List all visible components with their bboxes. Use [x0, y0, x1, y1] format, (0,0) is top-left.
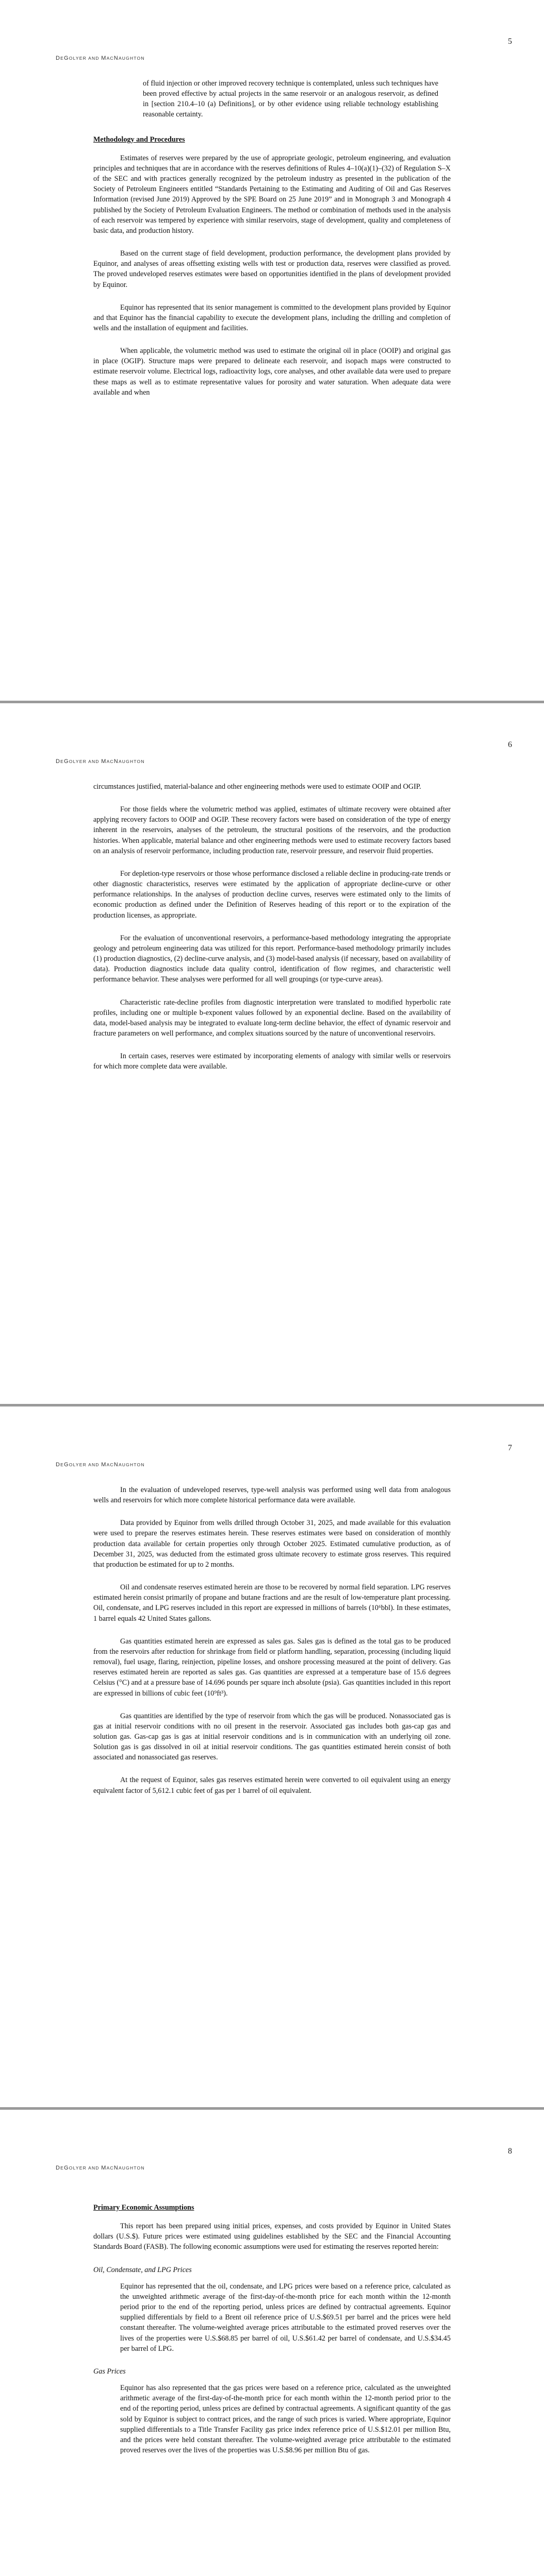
paragraph: Equinor has represented that the oil, condensate, and LPG prices were based on a reference price, calculated as the unweighted arithmetic average of the first-day-of-the-month price for each month within the 12-month period prior to the end of the reporting period, unless prices are defined by contractual agreements. Equinor supplied differentials by field to a Brent oil reference price of U.S.$69.51 per barrel and the prices were held constant thereafter. The volume-weighted average prices attributable to the estimated proved reserves over the lives of the properties were U.S.$68.85 per barrel of oil, U.S.$61.42 per barrel of condensate, and U.S.$34.45 per barrel of LPG. — [120, 2282, 451, 2353]
paragraph: Equinor has represented that its senior management is committed to the development plans provided by Equinor and that Equinor has the financial capability to execute the development plans, including the drilling and completion of wells and the installation of equipment and facilities. — [93, 303, 451, 332]
page-number: 8 — [508, 2147, 512, 2156]
paragraph: circumstances justified, material-balance and other engineering methods were used to estimate OOIP and OGIP. — [93, 783, 421, 791]
page-number: 6 — [508, 740, 512, 749]
paragraph: Equinor has also represented that the gas prices were based on a reference price, calculated as the unweighted arithmetic average of the first-day-of-the-month price for each month within the 12-month period prior to the end of the reporting period, unless prices are defined by contractual agreements. A significant quantity of the gas sold by Equinor is subject to contract prices, and the range of such prices is varied. Where appropriate, Equinor supplied differentials to a Title Transfer Facility gas price index reference price of U.S.$12.01 per million Btu, and the prices were held constant thereafter. The volume-weighted average price attributable to the estimated proved reserves over the lives of the properties was U.S.$8.96 per million Btu of gas. — [120, 2384, 451, 2454]
document-page — [0, 1406, 544, 2107]
paragraph: Gas quantities estimated herein are expressed as sales gas. Sales gas is defined as the total gas to be produced from the reservoirs after reduction for shrinkage from field or platform handling, separation, processing (including liquid removal), fuel usage, flaring, reinjection, pipeline losses, and onshore processing measured at the point of delivery. Gas reserves estimated herein are reported as sales gas. Gas quantities are expressed at a temperature base of 15.6 degrees Celsius (°C) and at a pressure base of 14.696 pounds per square inch absolute (psia). Gas quantities included in this report are expressed in billions of cubic feet (10⁹ft³). — [93, 1637, 451, 1698]
page-body — [93, 782, 451, 1084]
paragraph: Characteristic rate-decline profiles from diagnostic interpretation were translated to modified hyperbolic rate profiles, including one or multiple b-exponent values followed by an exponential decline. Based on the availability of data, model-based analysis may be integrated to evaluate long-term decline behavior, the effect of dynamic reservoir and fracture parameters on well performance, and complex situations sourced by the nature of unconventional reservoirs. — [93, 998, 451, 1038]
firm-header: DEGOLYER AND MACNAUGHTON — [56, 758, 145, 765]
page-number: 5 — [508, 37, 512, 46]
document-page — [0, 2110, 544, 2576]
paragraph: This report has been prepared using initial prices, expenses, and costs provided by Equinor in United States dollars (U.S.$). Future prices were estimated using guidelines established by the SEC and the Financial Accounting Standards Board (FASB). The following economic assumptions were used for estimating the reserves reported herein: — [93, 2222, 451, 2251]
firm-header: DEGOLYER AND MACNAUGHTON — [56, 1462, 145, 1468]
document-page — [0, 0, 544, 701]
document-page — [0, 703, 544, 1404]
paragraph: Estimates of reserves were prepared by the use of appropriate geologic, petroleum engineering, and evaluation principles and techniques that are in accordance with the reserves definitions of Rules 4–10(a)(1)–(32) of Regulation S–X of the SEC and with practices generally recognized by the petroleum industry as presented in the publication of the Society of Petroleum Engineers entitled “Standards Pertaining to the Estimating and Auditing of Oil and Gas Reserves Information (revised June 2019) Approved by the SPE Board on 25 June 2019” and in Monograph 3 and Monograph 4 published by the Society of Petroleum Evaluation Engineers. The method or combination of methods used in the analysis of each reservoir was tempered by experience with similar reservoirs, stage of development, quality and completeness of basic data, and production history. — [93, 154, 451, 235]
paragraph: In certain cases, reserves were estimated by incorporating elements of analogy with similar wells or reservoirs for which more complete data were available. — [93, 1052, 451, 1071]
subsection-heading: Oil, Condensate, and LPG Prices — [93, 2265, 192, 2274]
paragraph: At the request of Equinor, sales gas reserves estimated herein were converted to oil equivalent using an energy equivalent factor of 5,612.1 cubic feet of gas per 1 barrel of oil equivalent. — [93, 1776, 451, 1795]
subsection-heading: Gas Prices — [93, 2367, 126, 2376]
paragraph: When applicable, the volumetric method was used to estimate the original oil in place (OOIP) and original gas in place (OGIP). Structure maps were prepared to delineate each reservoir, and isopach maps were constructed to estimate reservoir volume. Electrical logs, radioactivity logs, core analyses, and other available data were used to prepare these maps as well as to estimate representative values for porosity and water saturation. When adequate data were available and when — [93, 347, 451, 397]
definition-quote: of fluid injection or other improved recovery technique is contemplated, unless such techniques have been proved effective by actual projects in the same reservoir or an analogous reservoir, as defined in [section 210.4–10 (a) Definitions], or by other evidence using reliable technology establishing reasonable certainty. — [143, 79, 438, 119]
page-number: 7 — [508, 1444, 512, 1452]
paragraph: In the evaluation of undeveloped reserves, type-well analysis was performed using well data from analogous wells and reservoirs for which more complete historical performance data were available. — [93, 1486, 451, 1505]
section-heading: Primary Economic Assumptions — [93, 2204, 194, 2212]
page-body — [93, 1485, 451, 1808]
paragraph: For the evaluation of unconventional reservoirs, a performance-based methodology integrating the appropriate geology and petroleum engineering data was utilized for this report. Performance-based methodology primarily includes (1) production diagnostics, (2) decline-curve analysis, and (3) model-based analysis (if necessary, based on availability of data). Production diagnostics include data quality control, identification of flow regimes, and characteristic well performance behavior. These analyses were performed for all well groupings (or type-curve areas). — [93, 934, 451, 984]
paragraph: For those fields where the volumetric method was applied, estimates of ultimate recovery were obtained after applying recovery factors to OOIP and OGIP. These recovery factors were based on consideration of the type of energy inherent in the reservoirs, analyses of the petroleum, the structural positions of the reservoirs, and the production histories. When applicable, material balance and other engineering methods were used to estimate recovery factors based on an analysis of reservoir performance, including production rate, reservoir pressure, and reservoir fluid properties. — [93, 805, 451, 855]
firm-header: DEGOLYER AND MACNAUGHTON — [56, 2165, 145, 2171]
section-heading: Methodology and Procedures — [93, 135, 185, 144]
page-body — [93, 2188, 451, 2468]
paragraph: Data provided by Equinor from wells drilled through October 31, 2025, and made available for this evaluation were used to prepare the reserves estimates herein. These reserves estimates were based on consideration of monthly production data available for certain properties only through October 2025. Estimated cumulative production, as of December 31, 2025, was deducted from the estimated gross ultimate recovery to estimate gross reserves. This required that production be estimated for up to 2 months. — [93, 1519, 451, 1569]
paragraph: For depletion-type reservoirs or those whose performance disclosed a reliable decline in producing-rate trends or other diagnostic characteristics, reserves were estimated by the application of appropriate decline-curve or other performance relationships. In the analyses of production decline curves, reserves were estimated only to the limits of economic production as defined under the Definition of Reserves heading of this report or to the expiration of the production licenses, as appropriate. — [93, 869, 451, 920]
paragraph: Oil and condensate reserves estimated herein are those to be recovered by normal field separation. LPG reserves estimated herein consist primarily of propane and butane fractions and are the result of low-temperature plant processing. Oil, condensate, and LPG reserves included in this report are expressed in millions of barrels (10⁶bbl). In these estimates, 1 barrel equals 42 United States gallons. — [93, 1583, 451, 1623]
firm-header: DEGOLYER AND MACNAUGHTON — [56, 55, 145, 61]
paragraph: Gas quantities are identified by the type of reservoir from which the gas will be produced. Nonassociated gas is gas at initial reservoir conditions with no oil present in the reservoir. Associated gas includes both gas-cap gas and solution gas. Gas-cap gas is gas at initial reservoir conditions and is in communication with an underlying oil zone. Solution gas is gas dissolved in oil at initial reservoir conditions. The gas quantities estimated herein consist of both associated and nonassociated gas reserves. — [93, 1711, 451, 1762]
paragraph: Based on the current stage of field development, production performance, the development plans provided by Equinor, and analyses of areas offsetting existing wells with test or production data, reserves were classified as proved. The proved undeveloped reserves estimates were based on opportunities identified in the plans of development provided by Equinor. — [93, 249, 451, 289]
page-body — [93, 78, 451, 410]
